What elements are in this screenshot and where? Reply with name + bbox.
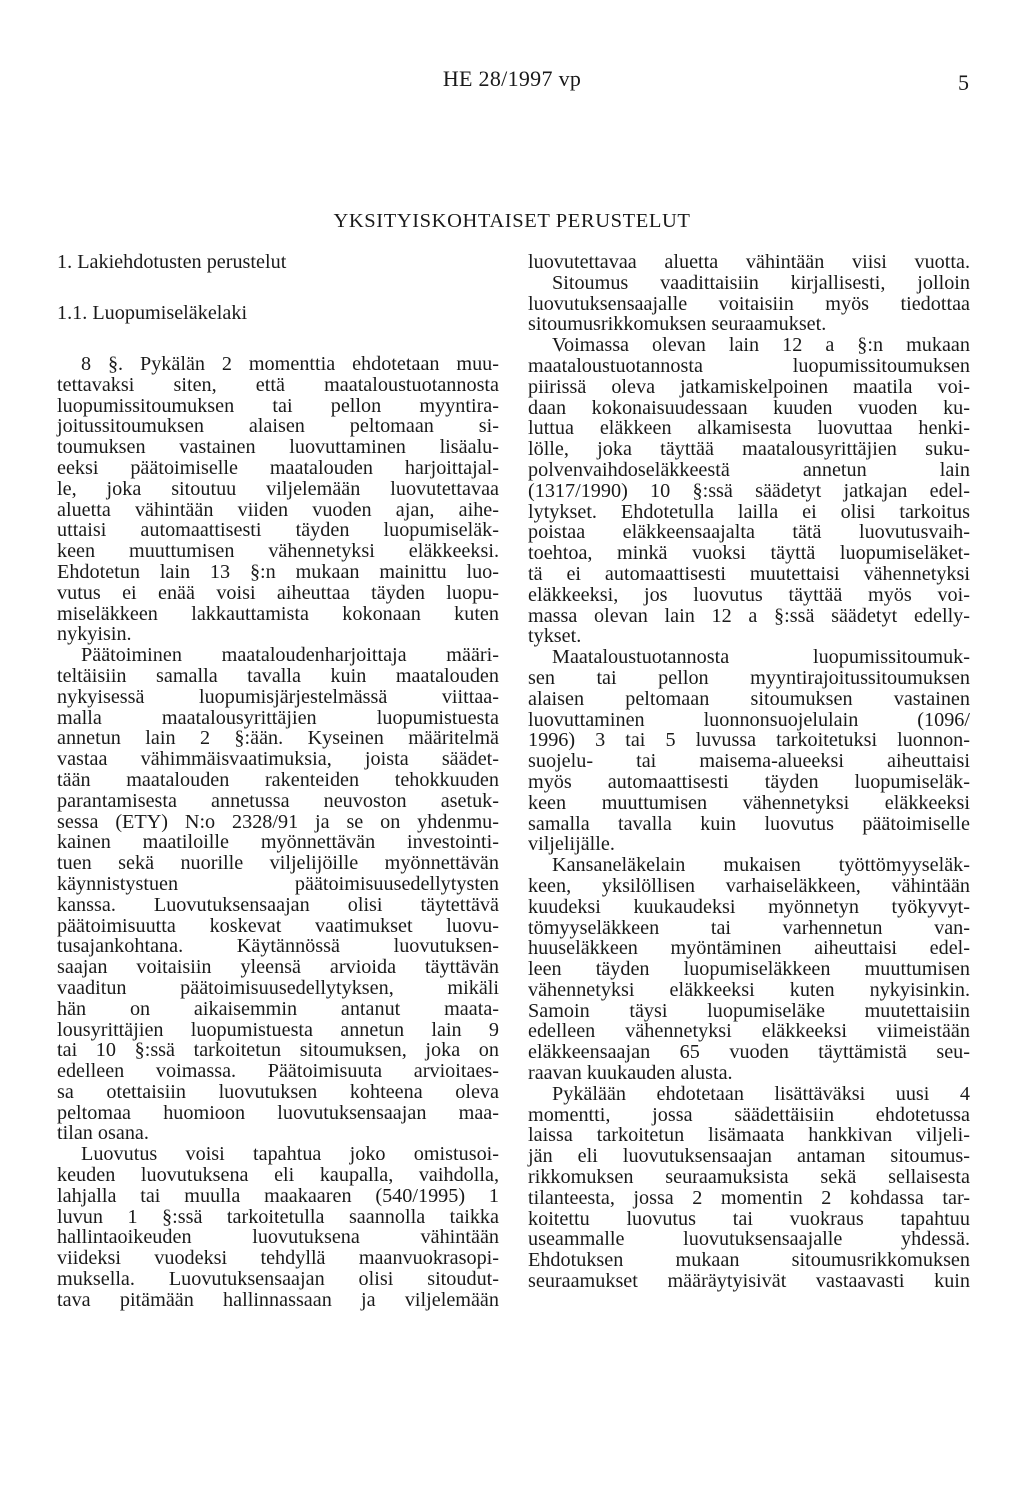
text-line: toehtoa, minkä vuoksi täyttä luopumiseläket- <box>528 542 970 565</box>
text-line: raavan kuukauden alusta. <box>528 1062 733 1085</box>
text-line: huuseläkkeen myöntäminen aiheuttaisi edel- <box>528 937 970 960</box>
text-line: leen täyden luopumiseläkkeen muuttumisen <box>528 958 970 981</box>
text-line: poistaa eläkkeensaajalta tätä luovutusvaih- <box>528 521 970 544</box>
text-line: 8 §. Pykälän 2 momenttia ehdotetaan muu- <box>81 353 499 375</box>
text-line: sitoumusrikkomuksen seuraamukset. <box>528 313 827 336</box>
left-column-body <box>57 354 499 1311</box>
heading-lakiehdotusten-perustelut: 1. Lakiehdotusten perustelut <box>57 251 287 273</box>
text-line: tykset. <box>528 625 582 648</box>
text-line: Sitoumus vaadittaisiin kirjallisesti, jolloin <box>552 271 970 294</box>
text-line: momentti, jossa säädettäisiin ehdotetussa <box>528 1103 970 1126</box>
text-line: luovutuksensaajalle voitaisiin myös tiedottaa <box>528 292 970 315</box>
text-line: tömyyseläkkeen tai varhennetun van- <box>528 916 970 939</box>
text-line: polvenvaihdoseläkkeestä annetun lain <box>528 458 970 481</box>
text-line: eläkkeensaajan 65 vuoden täyttämistä seu- <box>528 1041 970 1064</box>
text-line: saajan voitaisiin yleensä arvioida täyttävän <box>57 956 499 979</box>
text-line: nykyisin. <box>57 623 132 646</box>
text-line: tava pitämään hallinnassaan ja viljelemään <box>57 1288 499 1311</box>
text-line: Ehdotetun lain 13 §:n mukaan mainittu luo- <box>57 560 499 583</box>
text-line: tusajankohtana. Käytännössä luovutuksen- <box>57 935 499 958</box>
right-column-body <box>528 252 970 1292</box>
text-line: uttaisi automaattisesti täyden luopumiseläk- <box>57 519 499 542</box>
left-column <box>57 252 499 1311</box>
text-line: le, joka sitoutuu viljelemään luovutettavaa <box>57 477 499 500</box>
text-line: edelleen vähennetyksi eläkkeeksi viimeistään <box>528 1020 970 1043</box>
text-line: päätoimisuutta koskevat vaatimukset luovu- <box>57 914 499 937</box>
text-line: eeksi päätoimiselle maatalouden harjoittajal- <box>57 456 499 479</box>
text-line: koitettu luovutus tai vuokraus tapahtuu <box>528 1207 970 1230</box>
text-line: tilanteesta, jossa 2 momentin 2 kohdassa tar- <box>528 1186 970 1209</box>
text-line: annetun lain 2 §:ään. Kyseinen määritelmä <box>57 727 499 750</box>
text-line: edelleen voimassa. Päätoimisuuta arvioitaes- <box>57 1060 499 1083</box>
text-line: laissa tarkoitetun lisämaata hankkivan viljeli- <box>528 1124 970 1147</box>
text-line: luvun 1 §:ssä tarkoitetulla saannolla taikka <box>57 1205 499 1228</box>
text-line: seuraamukset määräytyisivät vastaavasti kuin <box>528 1270 970 1293</box>
text-line: vutus ei enää voisi aiheuttaa täyden luopu- <box>57 581 499 604</box>
text-line: tuen sekä nuorille viljelijöille myönnettävän <box>57 852 499 875</box>
document-header-title: HE 28/1997 vp <box>442 66 582 91</box>
text-line: aluetta vähintään viiden vuoden ajan, aihe- <box>57 498 499 521</box>
text-line: jän eli luovutuksensaajan antaman sitoumus- <box>528 1145 970 1168</box>
text-line: luovuttaminen luonnonsuojelulain (1096/ <box>528 708 970 731</box>
text-line: eläkkeeksi, jos luovutus täyttää myös voi- <box>528 583 970 606</box>
text-line: lölle, joka täyttää maatalousyrittäjien suku- <box>528 438 970 461</box>
text-line: muksella. Luovutuksensaajan olisi sitoudut- <box>57 1268 499 1291</box>
text-line: lousyrittäjien luopumistuesta annetun lain 9 <box>57 1018 499 1041</box>
page-number: 5 <box>958 70 969 95</box>
text-line: keuden luovutuksena eli kaupalla, vaihdolla, <box>57 1164 499 1187</box>
text-line: tettavaksi siten, että maataloustuotannosta <box>57 373 499 396</box>
text-line: alaisen peltomaan sitoumuksen vastainen <box>528 687 970 710</box>
text-line: vastaa vähimmäisvaatimuksia, joista säädet- <box>57 748 499 771</box>
text-line: (1317/1990) 10 §:ssä säädetyt jatkajan edel- <box>528 479 970 502</box>
heading-luopumiselakelaki: 1.1. Luopumiseläkelaki <box>57 302 248 324</box>
text-line: luopumissitoumuksen tai pellon myyntira- <box>57 394 499 417</box>
text-line: suojelu- tai maisema-alueeksi aiheuttaisi <box>528 750 970 773</box>
text-line: viideksi vuodeksi tehdyllä maanvuokrasopi- <box>57 1247 499 1270</box>
text-line: Samoin täysi luopumiseläke muutettaisiin <box>528 999 970 1022</box>
text-line: massa olevan lain 12 a §:ssä säädetyt edelly- <box>528 604 970 627</box>
text-line: maataloustuotannosta luopumissitoumuksen <box>528 354 970 377</box>
text-line: samalla tavalla kuin luovutus päätoimiselle <box>528 812 970 835</box>
text-line: luovutettavaa aluetta vähintään viisi vuotta. <box>528 251 970 273</box>
text-line: tai 10 §:ssä tarkoitetun sitoumuksen, joka on <box>57 1039 499 1062</box>
text-line: rikkomuksen seuraamuksista sekä sellaisesta <box>528 1166 970 1189</box>
text-line: lytykset. Ehdotetulla lailla ei olisi tarkoitus <box>528 500 970 523</box>
text-line: luttua eläkkeen alkamisesta luovuttaa henki- <box>528 417 970 440</box>
text-line: miseläkkeen lakkauttamista kokonaan kuten <box>57 602 499 625</box>
text-line: hän on aikaisemmin antanut maata- <box>57 997 499 1020</box>
text-line: hallintaoikeuden luovutuksena vähintään <box>57 1226 499 1249</box>
text-line: käynnistystuen päätoimisuusedellytysten <box>57 872 499 895</box>
text-line: kuudeksi kuukaudeksi myönnetyn työkyvyt- <box>528 895 970 918</box>
text-line: keen muuttumisen vähennetyksi eläkkeeksi <box>528 791 970 814</box>
text-line: lahjalla tai muulla maakaaren (540/1995) 1 <box>57 1184 499 1207</box>
text-line: Kansaneläkelain mukaisen työttömyyseläk- <box>552 854 970 877</box>
text-line: sen tai pellon myyntirajoitussitoumuksen <box>528 666 970 689</box>
text-line: useammalle luovutuksensaajalle yhdessä. <box>528 1228 970 1251</box>
text-line: piirissä oleva jatkamiskelpoinen maatila voi- <box>528 375 970 398</box>
text-line: Pykälään ehdotetaan lisättäväksi uusi 4 <box>552 1082 970 1105</box>
text-line: teltäisiin samalla tavalla kuin maatalouden <box>57 664 499 687</box>
text-line: tilan osana. <box>57 1122 149 1145</box>
text-line: sessa (ETY) N:o 2328/91 ja se on yhdenmu- <box>57 810 499 833</box>
section-title: YKSITYISKOHTAISET PERUSTELUT <box>333 210 691 232</box>
text-line: vähennetyksi eläkkeeksi kuten nykyisinkin. <box>528 978 970 1001</box>
text-line: Voimassa olevan lain 12 a §:n mukaan <box>552 334 970 357</box>
text-line: tään maatalouden rakenteiden tehokkuuden <box>57 768 499 791</box>
text-line: nykyisessä luopumisjärjestelmässä viittaa- <box>57 685 499 708</box>
text-line: parantamisesta annetussa neuvoston asetuk- <box>57 789 499 812</box>
text-line: peltomaa huomioon luovutuksensaajan maa- <box>57 1101 499 1124</box>
text-line: keen, yksilöllisen varhaiseläkkeen, vähintään <box>528 874 970 897</box>
right-column <box>528 252 970 1292</box>
text-line: Päätoiminen maataloudenharjoittaja määri- <box>81 644 499 667</box>
text-line: malla maatalousyrittäjien luopumistuesta <box>57 706 499 729</box>
text-line: joitussitoumuksen alaisen peltomaan si- <box>57 415 499 438</box>
text-line: keen muuttumisen vähennetyksi eläkkeeksi. <box>57 540 499 563</box>
text-line: sa otettaisiin luovutuksen kohteena oleva <box>57 1080 499 1103</box>
text-line: myös automaattisesti täyden luopumiseläk- <box>528 770 970 793</box>
text-line: Luovutus voisi tapahtua joko omistusoi- <box>81 1143 499 1166</box>
text-line: daan kokonaisuudessaan kuuden vuoden ku- <box>528 396 970 419</box>
text-line: 1996) 3 tai 5 luvussa tarkoitetuksi luonnon- <box>528 729 970 752</box>
text-line: toumuksen vastainen luovuttaminen lisäalu- <box>57 436 499 459</box>
text-line: kanssa. Luovutuksensaajan olisi täytettävä <box>57 893 499 916</box>
text-line: viljelijälle. <box>528 833 615 856</box>
text-line: vaaditun päätoimisuusedellytyksen, mikäli <box>57 976 499 999</box>
text-line: Ehdotuksen mukaan sitoumusrikkomuksen <box>528 1249 970 1272</box>
text-line: Maataloustuotannosta luopumissitoumuk- <box>552 646 970 669</box>
text-line: kainen maatiloille myönnettävän investointi- <box>57 831 499 854</box>
text-line: tä ei automaattisesti muutettaisi vähennetyksi <box>528 562 970 585</box>
